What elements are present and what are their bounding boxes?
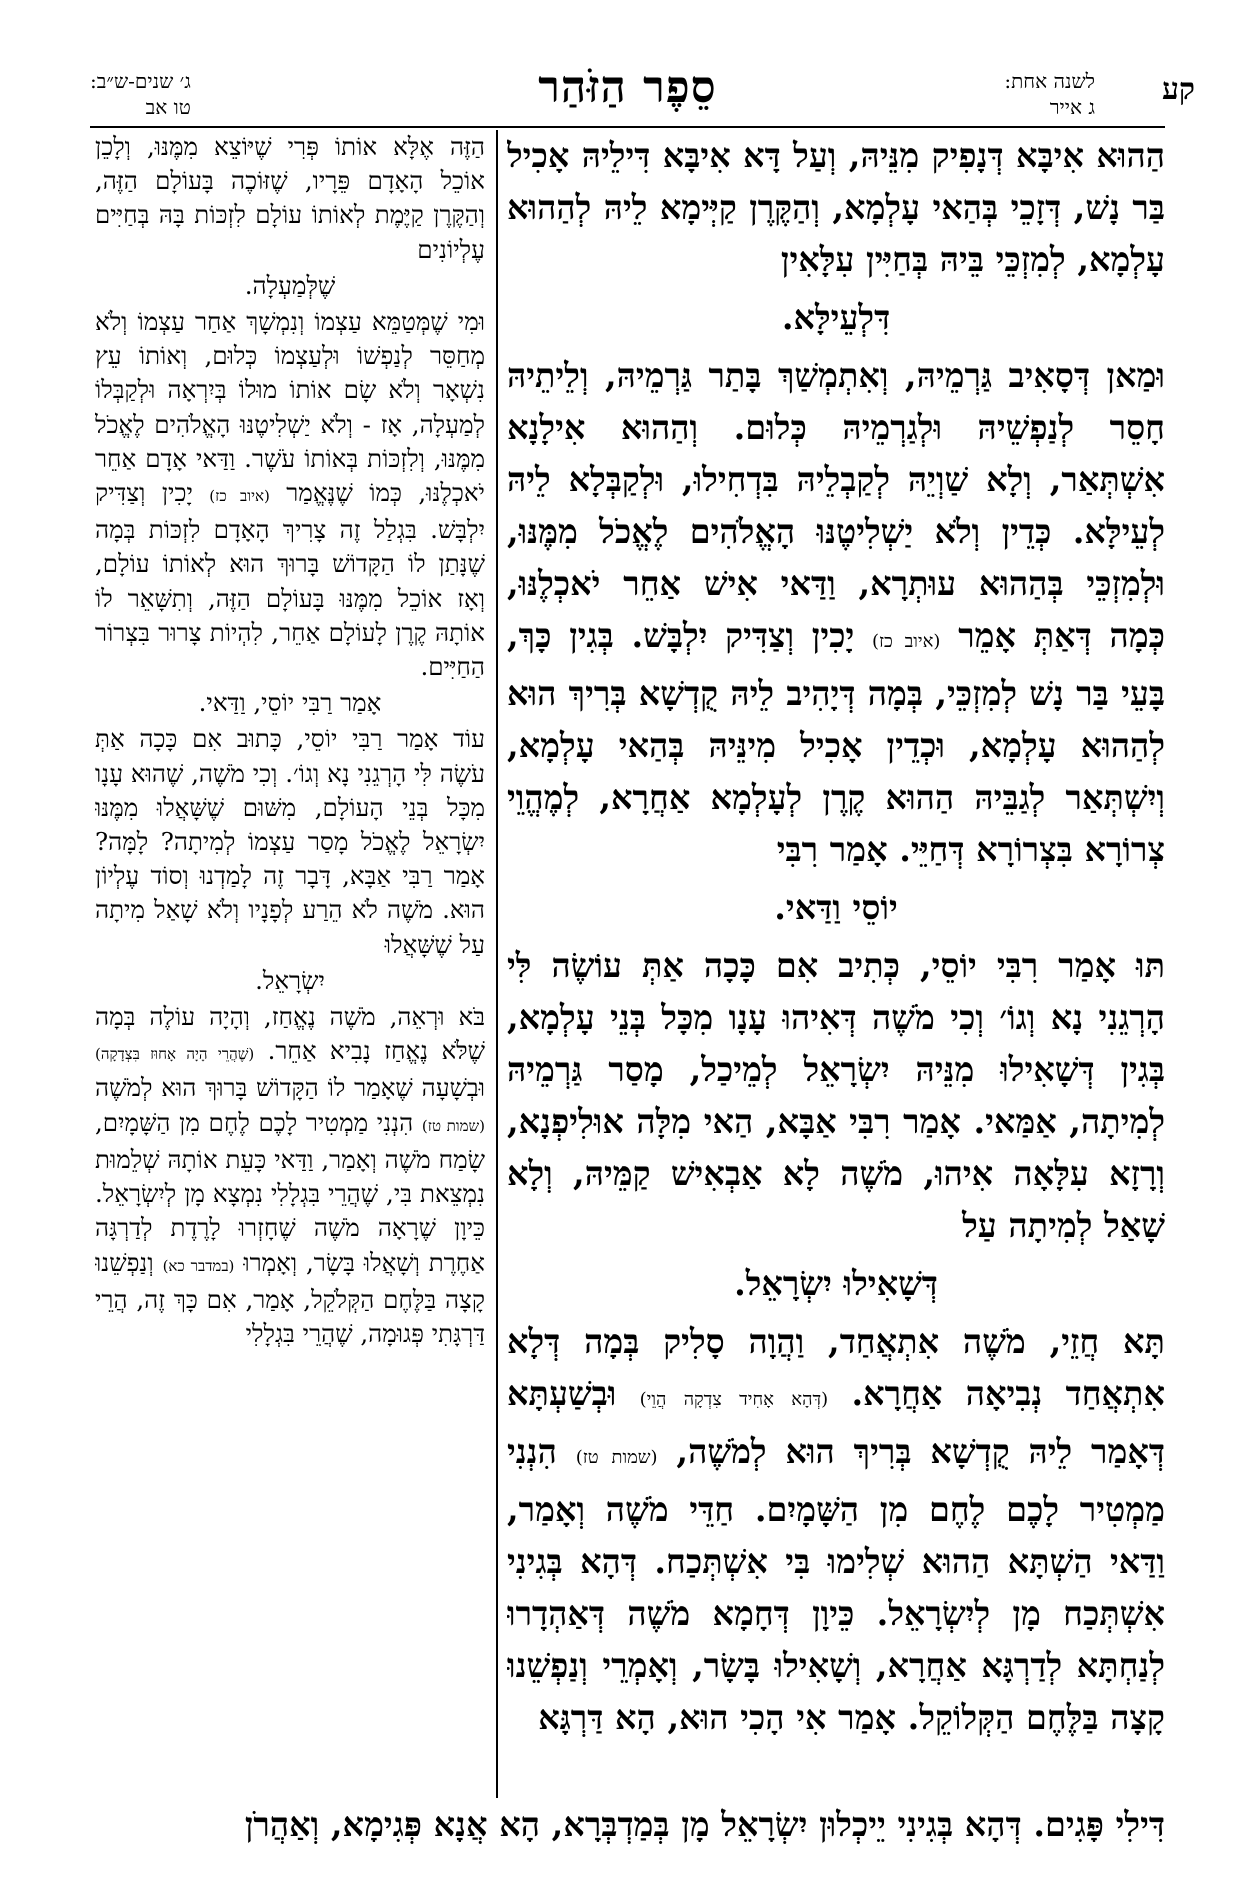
hebrew-translation-column <box>95 130 485 1798</box>
column-divider <box>496 130 498 1798</box>
main-paragraph-4 <box>507 1316 1165 1744</box>
side-s4-ref3: (במדבר כא) <box>162 1256 235 1275</box>
main-p4-rest: וּבְשַׁעְתָּא דְּאָמַר לֵיהּ קֻדְשָׁא בְּרִיךְ הוּא לְמֹשֶׁה, <box>507 1374 1165 1471</box>
side-paragraph-4 <box>95 1000 485 1351</box>
main-paragraph-3 <box>507 940 1165 1252</box>
side-s1-text: הַזֶּה אֶלָּא אוֹתוֹ פְּרִי שֶׁיּוֹצֵא מִמֶּנּוּ, וְלָכֵן אוֹכֵל הָאָדָם פֵּרָיו, שֶׁזּוֹכֶה בָּעוֹלָם הַזֶּה, וְהַקֶּרֶן קַיֶּמֶת לְאוֹתוֹ עוֹלָם לִזְכּוֹת בָּהּ בְּחַיִּים עֶלְיוֹנִים <box>95 132 485 264</box>
header-left-line2: טו אב <box>145 95 191 119</box>
side-paragraph-3 <box>95 722 485 961</box>
side-s4-rest2: הִנְנִי מַמְטִיר לָכֶם לֶחֶם מִן הַשָּׁמָיִם, שָׂמַח מֹשֶׁה וְאָמַר, וַדַּאי כָּעֵת אוֹתָהּ שְׁלֵמוּת נִמְצֵאת בִּי, שֶׁהֲרֵי בִּגְלָלִי נִמְצָא מָן לְיִשְׂרָאֵל. כֵּיוָן שֶׁרָאָה מֹשֶׁה שֶׁחָזְרוּ לָרֶדֶת לְדַרְגָּה אַחֶרֶת וְשָׁאֲלוּ בָּשָׂר, וְאָמְרוּ <box>95 1107 485 1277</box>
side-paragraph-3-end: יִשְׂרָאֵל. <box>255 965 325 995</box>
header-left-note <box>90 68 191 120</box>
side-s4-rest: וּבְשָׁעָה שֶׁאָמַר לוֹ הַקָּדוֹשׁ בָּרוּךְ הוּא לְמֹשֶׁה <box>95 1073 485 1103</box>
header-right-line2: ג אייר <box>1049 95 1095 119</box>
main-paragraph-1 <box>507 130 1165 286</box>
side-s4-ref2: (שמות טז) <box>421 1116 485 1135</box>
main-p2-ref: (איוב כז) <box>872 631 941 652</box>
main-paragraph-3-end: דְּשָׁאִילוּ יִשְׂרָאֵל. <box>734 1264 938 1303</box>
main-p3-text: תּוּ אָמַר רִבִּי יוֹסֵי, כְּתִיב אִם כָּכָה אַתְּ עוֹשֶׂה לִּי הָרְגֵנִי נָא וְגוֹ׳ וְכִי מֹשֶׁה דְּאִיהוּ עָנָו מִכָּל בְּנֵי עָלְמָא, בְּגִין דְּשָׁאִילוּ מִנֵּיהּ יִשְׂרָאֵל לְמֵיכַל, מָסַר גַּרְמֵיהּ לְמִיתָה, אַמַּאי. אָמַר רִבִּי אַבָּא, הַאי מִלָּה אוּלִיפְנָא, וְרָזָא עִלָּאָה אִיהוּ, מֹשֶׁה לָא אַבְאִישׁ קַמֵּיהּ, וְלָא שָׁאַל לְמִיתָה עַל <box>507 946 1165 1245</box>
side-s4-rest3: וְנַפְשֵׁנוּ קָצָה בַּלֶּחֶם הַקְּלֹקֵל, אָמַר, אִם כָּךְ זֶה, הֲרֵי דַּרְגָּתִי פְּגוּמָה, שֶׁהֲרֵי בִּגְלָלִי <box>95 1247 485 1348</box>
side-paragraph-2 <box>95 305 485 684</box>
main-p4-ref2: (שמות טז) <box>575 1447 658 1468</box>
side-s2-text: וּמִי שֶׁמְּטַמֵּא עַצְמוֹ וְנִמְשָׁךְ אַחַר עַצְמוֹ וְלֹא מְחַסֵּר לְנַפְשׁוֹ וּלְעַצְמוֹ כְּלוּם, וְאוֹתוֹ עֵץ נִשְׁאָר וְלֹא שָׂם אוֹתוֹ מוּלוֹ בְּיִרְאָה וּלְקַבְּלוֹ לְמַעְלָה, אָז - וְלֹא יַשְׁלִיטֶנּוּ הָאֱלֹהִים לֶאֱכֹל מִמֶּנּוּ, וְלִזְכּוֹת בְּאוֹתוֹ עֹשֶׁר. וַדַּאי אָדָם אַחֵר יֹאכְלֶנּוּ, כְּמוֹ שֶׁנֶּאֱמַר <box>95 307 485 508</box>
main-p2-text: וּמַאן דְּסָאִיב גַּרְמֵיהּ, וְאִתְמְשַׁךְ בָּתַר גַּרְמֵיהּ, וְלֵיתֵיהּ חָסֵר לְנַפְשֵׁיהּ וּלְגַרְמֵיהּ כְּלוּם. וְהַהוּא אִילָנָא אִשְׁתְּאַר, וְלָא שַׁוְיֵהּ לְקַבְלֵיהּ בִּדְחִילוּ, וּלְקַבְּלָא לֵיהּ לְעֵילָּא. כְּדֵין וְלֹא יַשְׁלִיטֶנּוּ הָאֱלֹהִים לֶאֱכֹל מִמֶּנּוּ, וּלְמִזְכֵּי בְּהַהוּא עוּתְרָא, וַדַּאי אִישׁ אַחֵר יֹאכְלֶנּוּ, כְּמָה דְּאַתְּ אָמֵר <box>507 356 1165 655</box>
page-header <box>90 58 1195 128</box>
main-paragraph-1-end: דִּלְעֵילָּא. <box>781 298 891 337</box>
main-p4-text: תָּא חֲזֵי, מֹשֶׁה אִתְאֲחַד, וַהֲוָה סָלִיק בְּמָה דְּלָא אִתְאֲחַד נְבִיאָה אַחֲרָא. <box>507 1322 1165 1413</box>
header-right-line1: לשנה אחת: <box>1004 69 1095 93</box>
side-paragraph-1 <box>95 130 485 267</box>
bottom-full-width-line: דִּילִי פָּגִים. דְּהָא בְּגִינִי יֵיכְלוּן יִשְׂרָאֵל מָן בְּמַדְבְּרָא, הָא אֲנָא פְּגִימָא, וְאַהֲרֹן <box>244 1805 1165 1844</box>
main-p1-text: הַהוּא אִיבָּא דְּנָפִיק מִנֵּיהּ, וְעַל דָּא אִיבָּא דִּילֵיהּ אָכִיל בַּר נָשׁ, דְּזָכֵי בְּהַאי עָלְמָא, וְהַקֶּרֶן קַיְּימָא לֵיהּ לְהַהוּא עָלְמָא, לְמִזְכֵּי בֵּיהּ בְּחַיִּין עִלָּאִין <box>507 136 1165 279</box>
side-s4-ref: (שֶׁהֲרֵי הָיָה אָחוּז בִּצְדָקָה) <box>95 1045 255 1064</box>
side-s4-text: בֹּא וּרְאֵה, מֹשֶׁה נֶאֱחַז, וְהָיָה עוֹלֶה בְּמָה שֶׁלֹּא נֶאֱחַז נָבִיא אַחֵר. <box>95 1002 485 1066</box>
side-s3-text: עוֹד אָמַר רַבִּי יוֹסֵי, כָּתוּב אִם כָּכָה אַתְּ עֹשֶׂה לִּי הָרְגֵנִי נָא וְגוֹ׳. וְכִי מֹשֶׁה, שֶׁהוּא עָנָו מִכָּל בְּנֵי הָעוֹלָם, מִשּׁוּם שֶׁשָּׁאֲלוּ מִמֶּנּוּ יִשְׂרָאֵל לֶאֱכֹל מָסַר עַצְמוֹ לְמִיתָה? לָמָּה? אָמַר רַבִּי אַבָּא, דָּבָר זֶה לָמַדְנוּ וְסוֹד עֶלְיוֹן הוּא. מֹשֶׁה לֹא הֵרַע לְפָנָיו וְלֹא שָׁאַל מִיתָה עַל שֶׁשָּׁאֲלוּ <box>95 724 485 959</box>
aramaic-main-column <box>507 130 1165 1798</box>
main-paragraph-2-end: יוֹסֵי וַדַּאי. <box>774 888 898 927</box>
side-s2-rest: יָכִין וְצַדִּיק יִלְבָּשׁ. בִּגְלַל זֶה צָרִיךְ הָאָדָם לִזְכּוֹת בְּמָה שֶׁנָּתַן לוֹ הַקָּדוֹשׁ בָּרוּךְ הוּא לְאוֹתוֹ עוֹלָם, וְאָז אוֹכֵל מִמֶּנּוּ בָּעוֹלָם הַזֶּה, וְתִשָּׁאֵר לוֹ אוֹתָהּ קֶרֶן לָעוֹלָם אַחֵר, לִהְיוֹת צָרוּר בִּצְרוֹר הַחַיִּים. <box>95 478 485 682</box>
main-p4-ref: (דְּהָא אָחִיד צִדְקָה הֲוֵי) <box>639 1389 829 1410</box>
page-number: קע <box>1161 72 1195 107</box>
main-paragraph-2 <box>507 350 1165 876</box>
side-paragraph-1-end: שֶׁלְּמַעְלָה. <box>244 270 336 300</box>
header-left-line1: ג׳ שנים-ש״ב: <box>90 69 191 93</box>
book-title: סֵפֶר הַזֹּהַר <box>538 62 717 113</box>
main-p2-rest: יָכִין וְצַדִּיק יִלְבָּשׁ. בְּגִין כָּךְ, בָּעֵי בַּר נָשׁ לְמִזְכֵּי, בְּמָה דְּיָהִיב לֵיהּ קֻדְשָׁא בְּרִיךְ הוּא לְהַהוּא עָלְמָא, וּכְדֵין אָכִיל מִינֵּיהּ בְּהַאי עָלְמָא, וְיִשְׁתְּאַר לְגַבֵּיהּ הַהוּא קֶרֶן לְעָלְמָא אַחֲרָא, לְמֶהֱוֵי צְרוֹרָא בִּצְרוֹרָא דְּחַיֵּי. אָמַר רִבִּי <box>507 616 1165 869</box>
main-p4-rest2: הִנְנִי מַמְטִיר לָכֶם לֶחֶם מִן הַשָּׁמָיִם. חַדֵּי מֹשֶׁה וְאָמַר, וַדַּאי הַשְׁתָּא הַהוּא שְׁלִימוּ בִּי אִשְׁתְּכַח. דְּהָא בְּגִינִי אִשְׁתְּכַח מָן לְיִשְׂרָאֵל. כֵּיוָן דְּחָמָא מֹשֶׁה דְּאַהְדָרוּ לְנַחְתָּא לְדַרְגָּא אַחֲרָא, וְשָׁאִילוּ בָּשָׂר, וְאָמְרֵי וְנַפְשֵׁנוּ קָצָה בַּלֶּחֶם הַקְּלוֹקֵל. אָמַר אִי הָכִי הוּא, הָא דַּרְגָּא <box>507 1432 1165 1737</box>
side-paragraph-2-end: אָמַר רַבִּי יוֹסֵי, וַדַּאי. <box>198 688 382 718</box>
side-s2-ref: (איוב כז) <box>209 487 270 506</box>
header-divider <box>90 126 1165 128</box>
